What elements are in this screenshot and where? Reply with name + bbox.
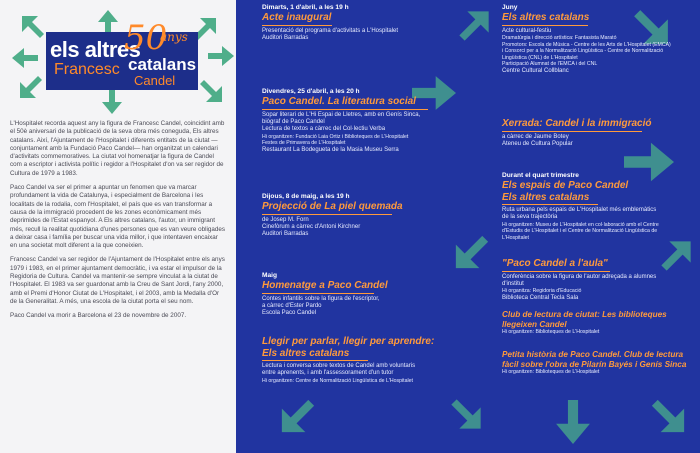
event-title: Homenatge a Paco Candel <box>262 280 388 291</box>
event-line: Sopar literari de L'Hi Espai de Lletres, amb en Genís Sinca, <box>262 111 421 118</box>
event-line: L'Hospitalet <box>502 235 529 241</box>
title-underline <box>262 293 374 294</box>
title-underline <box>502 204 598 205</box>
event-line: de la seva trajectòria <box>502 214 558 221</box>
event-title: Club de lectura de ciutat: Les biblioteques llegeixen Candel <box>502 310 667 329</box>
event-date: Durant el quart trimestre <box>502 172 579 179</box>
title-underline <box>502 131 642 132</box>
event-line: Hi organitzen: Centre de Normalització Lingüística de L'Hospitalet <box>262 377 413 384</box>
event <box>502 118 692 148</box>
event-date: Maig <box>262 272 278 279</box>
arrow-icon <box>556 400 590 444</box>
event-line: a càrrec d'Ester Pardo <box>262 302 322 309</box>
event-line: Hi organitzen: Biblioteques de L'Hospitalet <box>502 329 600 335</box>
event-date: Dijous, 8 de maig, a les 19 h <box>262 193 350 200</box>
event-line: Hi organitzen: Biblioteques de L'Hospitalet <box>502 369 600 375</box>
event-line: Centre Cultural Collblanc <box>502 67 569 74</box>
event-line: Escola Paco Candel <box>262 310 317 317</box>
event <box>262 88 472 154</box>
event-line: Lingüística (CNL) de L'Hospitalet <box>502 54 578 61</box>
arrow-icon <box>16 72 46 102</box>
event-line: Hi organitza: Regidoria d'Educació <box>502 288 582 295</box>
event-line: Festes de Primavera de L'Hospitalet <box>262 140 346 147</box>
event-line: Hi organitzen: Museu de L'Hospitalet en col·laboració amb el Centre <box>502 221 659 228</box>
arrow-icon <box>208 46 234 66</box>
arrow-icon <box>18 12 48 42</box>
event-line: entre aprenents, i amb l'assessorament d'un tutor <box>262 370 394 377</box>
title-underline <box>262 214 392 215</box>
event-line: Conferència sobre la figura de l'autor adreçada a alumnes <box>502 273 657 280</box>
event <box>262 4 472 42</box>
title-underline <box>502 25 588 26</box>
event-title: Paco Candel. La literatura social <box>262 96 416 107</box>
event-title: Els altres catalans <box>502 12 590 23</box>
logo-line3: Francesc <box>54 61 120 78</box>
event-line: Hi organitzen: Fundació Laia Ortiz i Biblioteques de L'Hospitalet <box>262 133 409 140</box>
event-title: Llegir per parlar, llegir per aprendre: Els altres catalans <box>262 336 435 359</box>
event-title: Projecció de La piel quemada <box>262 201 403 212</box>
event-line: de Josep M. Forn <box>262 216 309 223</box>
intro-paragraph: Paco Candel va ser el primer a apuntar un fenomen que va marcar profundament la vida de Catalunya, i especialment de Barcelona i les localitats de la rodalia, com l'Hospitalet, el país que es van transformar a causa de la immigració procedent de les zones econòmicament més deprimides de l'Estat espanyol. A Els altres catalans, l'autor, un immigrant més, recull la realitat quotidiana d'unes persones que es van veure obligades a deixar casa i família per buscar una vida millor, i que intentaven encaixar en una societat molt diferent a la que coneixien. <box>10 184 226 250</box>
event-title: Els espais de Paco Candel Els altres catalans <box>502 180 629 203</box>
event-line: Contes infantils sobre la figura de l'escriptor, <box>262 295 380 302</box>
arrow-icon <box>196 76 226 106</box>
event-line: Auditori Barradas <box>262 231 309 238</box>
event-line: Lectura de textos a càrrec del Col·lectiu Verba <box>262 126 386 133</box>
event-line: Acte cultural-festiu <box>502 27 552 34</box>
event-title: Xerrada: Candel i la immigració <box>502 118 652 129</box>
logo-anys: anys <box>160 30 188 44</box>
arrow-icon <box>102 90 122 114</box>
event-line: a càrrec de Jaume Botey <box>502 133 569 140</box>
event-line: Restaurant La Bodegueta de la Masia Museu Serra <box>262 146 399 153</box>
logo-number: 50 <box>124 18 168 58</box>
intro-panel <box>0 0 236 453</box>
intro-paragraph: Paco Candel va morir a Barcelona el 23 de novembre de 2007. <box>10 312 187 320</box>
event-line: Participació Alumnat de l'EMCA i del CNL <box>502 61 598 68</box>
event-line: Promotors: Escola de Música - Centre de les Arts de L'Hospitalet (EMCA) <box>502 41 671 48</box>
event-line: Auditori Barradas <box>262 34 309 41</box>
event <box>262 336 472 384</box>
event-line: d'Estudis de L'Hospitalet i el Centre de Normalització Lingüística de <box>502 228 658 235</box>
event-line: Dramatúrgia i direcció artística: Fantasista Marató <box>502 34 617 41</box>
title-underline <box>262 360 368 361</box>
event-title: "Paco Candel a l'aula" <box>502 258 608 269</box>
event-date: Juny <box>502 4 518 11</box>
intro-paragraph: Francesc Candel va ser regidor de l'Ajuntament de l'Hospitalet entre els anys 1979 i 1983, en el primer ajuntament democràtic, i va estar el impulsor de la Regidoria de Cultura. Candel va mantenir-se sempre vinculat a la ciutat de l'Hospitalet. El 1983 va ser guardonat amb la Creu de Sant Jordi, l'any 2000, amb el Premi d'Honor Ciutat de L'Hospitalet, i el 2003, amb la Medalla d'Or de la Generalitat. A més, una escola de la ciutat porta el seu nom. <box>10 256 225 305</box>
event-line: Presentació del programa d'activitats a L'Hospitalet <box>262 27 399 34</box>
event-date: Dimarts, 1 d'abril, a les 19 h <box>262 4 349 11</box>
event-title: Acte inaugural <box>262 12 332 23</box>
arrow-icon <box>646 394 690 438</box>
title-underline <box>502 271 610 272</box>
event <box>502 350 692 376</box>
logo <box>10 10 226 110</box>
arrow-icon <box>12 48 38 68</box>
arrow-icon <box>446 394 486 434</box>
intro-paragraph: L'Hospitalet recorda aquest any la figura de Francesc Candel, coincidint amb el 50è aniversari de la publicació de la seva obra més coneguda, Els altres catalans. Així, l'Ajuntament de l'Hospitalet i diferents entitats de la ciutat —conjuntament amb la Fundació Paco Candel— han organitzat un calendari d'activitats commemoratives. La ciutat vol homenatjar la figura de Candel com a escriptor i activista polític i regidor a l'Hospitalet d'on va ser regidor de Cultura de 1979 a 1983. <box>10 120 225 177</box>
event <box>262 193 472 239</box>
arrow-icon <box>276 394 320 438</box>
event-title: Petita història de Paco Candel. Club de lectura fàcil sobre l'obra de Pilarín Bayés i Genís Sinca <box>502 350 687 369</box>
event-date: Divendres, 25 d'abril, a les 20 h <box>262 88 360 95</box>
event <box>502 310 692 336</box>
event-line: Ruta urbana pels espais de L'Hospitalet més emblemàtics <box>502 207 657 213</box>
event <box>262 272 472 318</box>
logo-line1: els altres <box>50 37 141 62</box>
event-line: biògraf de Paco Candel <box>262 118 325 125</box>
logo-line2: catalans <box>128 55 197 74</box>
event-line: Cinefòrum a càrrec d'Antoni Kirchner <box>262 223 361 230</box>
event <box>502 258 692 302</box>
title-underline <box>262 109 428 110</box>
title-underline <box>262 25 332 26</box>
intro-text <box>10 120 226 321</box>
event <box>502 172 692 242</box>
event-line: Biblioteca Central Tecla Sala <box>502 294 579 301</box>
event-line: i Consorci per a la Normalització Lingüística - Centre de Normalització <box>502 48 664 55</box>
logo-line4: Candel <box>134 73 176 88</box>
event-line: d'institut <box>502 280 524 287</box>
event-line: Lectura i conversa sobre textos de Candel amb voluntaris <box>262 363 416 369</box>
event <box>502 4 692 75</box>
event-line: Ateneu de Cultura Popular <box>502 140 573 147</box>
